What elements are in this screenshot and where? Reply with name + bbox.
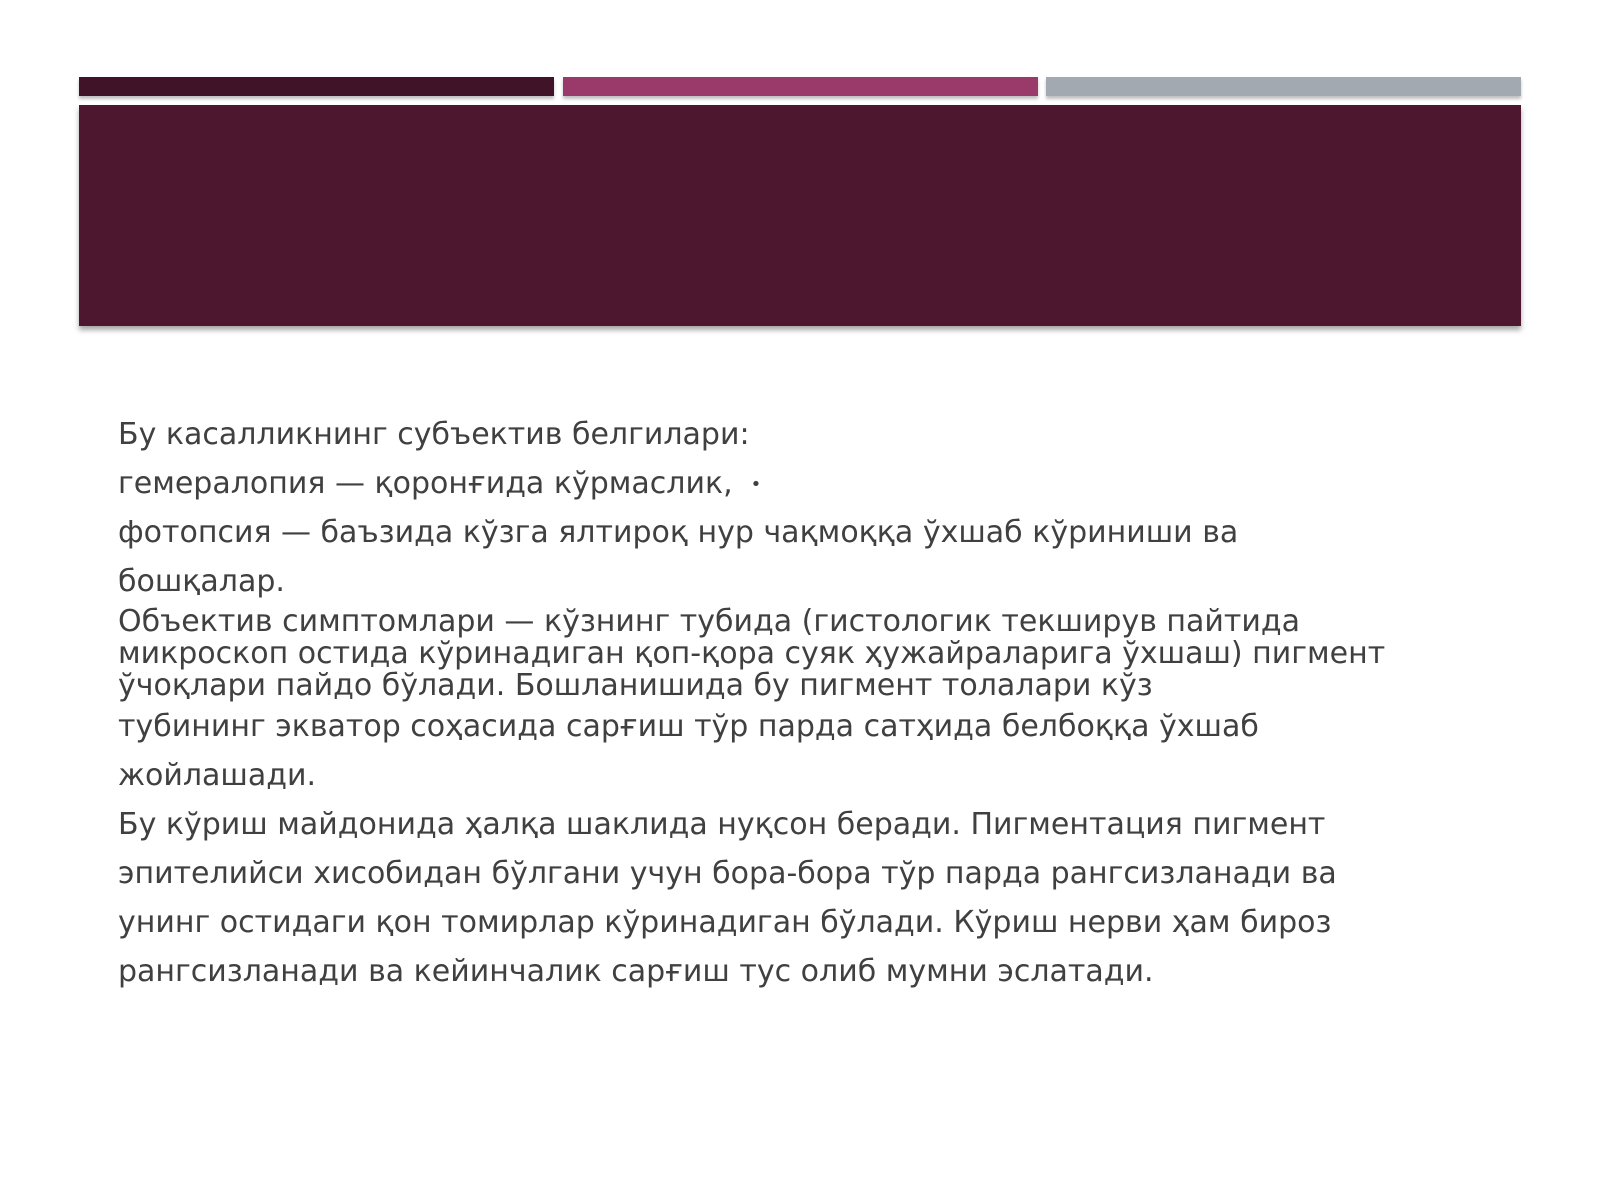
accent-bar-left (79, 77, 554, 96)
accent-bar-right (1046, 77, 1521, 96)
body-line: унинг остидаги қон томирлар кўринадиган бўлади. Кўриш нерви ҳам бироз (118, 905, 1332, 940)
body-line: Бу касалликнинг субъектив белгилари: (118, 417, 750, 452)
body-line-with-bullet (118, 459, 1498, 508)
body-line: фотопсия — баъзида кўзга ялтироқ нур чақмоққа ўхшаб кўриниши ва (118, 515, 1239, 550)
body-line: микроскоп остида кўринадиган қоп-қора суяк ҳужайраларига ўхшаш) пигмент (118, 636, 1386, 671)
body-line: эпителийси хисобидан бўлгани учун бора-бора тўр парда рангсизланади ва (118, 856, 1337, 891)
body-line: жойлашади. (118, 758, 317, 793)
body-text (118, 410, 1498, 996)
title-band (79, 105, 1521, 326)
accent-bar-middle (563, 77, 1038, 96)
body-line: Объектив симптомлари — кўзнинг тубида (гистологик текширув пайтида (118, 604, 1301, 639)
body-line: рангсизланади ва кейинчалик сарғиш тус олиб мумни эслатади. (118, 954, 1154, 989)
body-line: тубининг экватор соҳасида сарғиш тўр парда сатҳида белбоққа ўхшаб (118, 709, 1259, 744)
bullet-icon: • (750, 474, 762, 495)
body-line: ўчоқлари пайдо бўлади. Бошланишида бу пигмент толалари кўз (118, 668, 1153, 703)
body-line: бошқалар. (118, 564, 285, 599)
body-line-text: гемералопия — қоронғида кўрмаслик, (118, 466, 733, 501)
body-line: Бу кўриш майдонида ҳалқа шаклида нуқсон беради. Пигментация пигмент (118, 807, 1326, 842)
